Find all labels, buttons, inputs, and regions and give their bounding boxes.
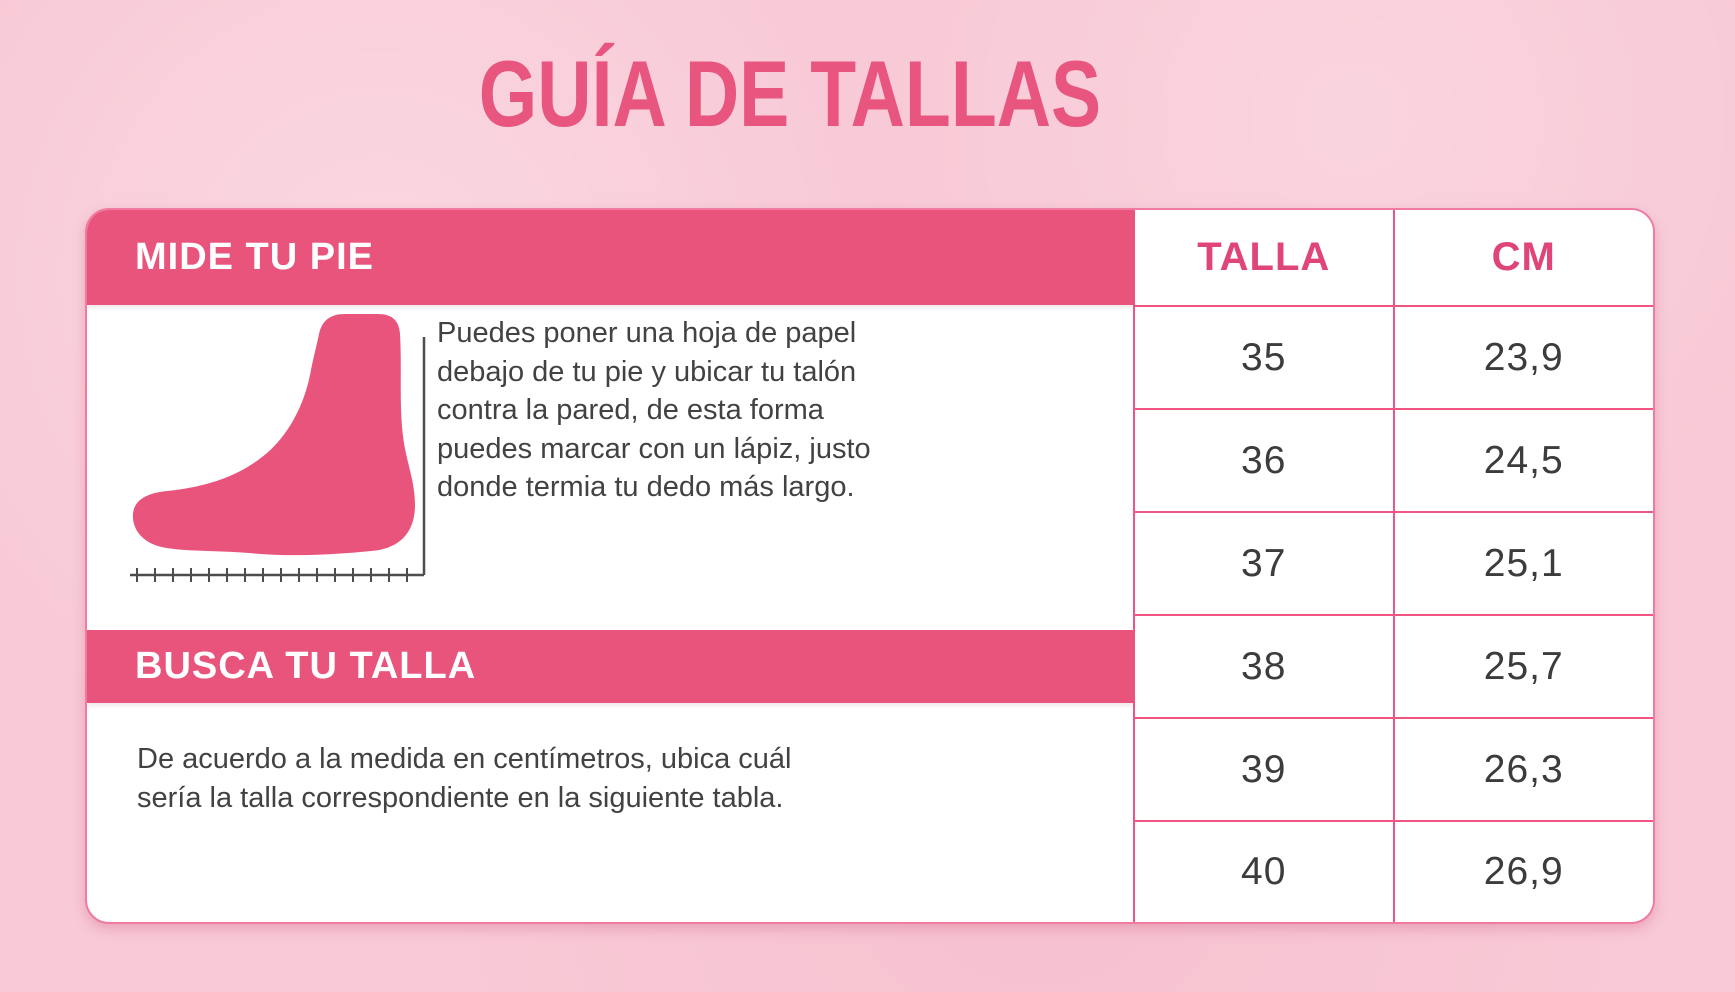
size-cell-cm: 25,7 bbox=[1394, 615, 1654, 718]
size-row bbox=[1134, 718, 1653, 821]
measure-instructions-line: debajo de tu pie y ubicar tu talón bbox=[437, 355, 857, 388]
size-cell-talla: 35 bbox=[1134, 306, 1394, 409]
size-table bbox=[1133, 210, 1653, 922]
foot-silhouette-icon bbox=[133, 314, 415, 555]
size-row bbox=[1134, 615, 1653, 718]
column-header-cm: CM bbox=[1394, 210, 1654, 306]
foot-ruler-illustration bbox=[127, 304, 432, 586]
size-cell-talla: 36 bbox=[1134, 409, 1394, 512]
measure-section-heading: MIDE TU PIE bbox=[135, 236, 375, 278]
measure-instructions-line: donde termia tu dedo más largo. bbox=[437, 471, 855, 503]
size-row bbox=[1134, 409, 1653, 512]
page-title: GUÍA DE TALLAS bbox=[478, 41, 1102, 146]
find-section-header bbox=[87, 630, 1133, 703]
find-instructions-line: De acuerdo a la medida en centímetros, ubica cuál bbox=[137, 743, 792, 775]
size-cell-cm: 25,1 bbox=[1394, 512, 1654, 615]
size-table-body bbox=[1134, 306, 1653, 922]
measure-instructions bbox=[437, 314, 1087, 507]
find-section-heading: BUSCA TU TALLA bbox=[135, 645, 477, 687]
size-cell-cm: 26,3 bbox=[1394, 718, 1654, 821]
size-cell-cm: 26,9 bbox=[1394, 821, 1654, 922]
size-cell-talla: 38 bbox=[1134, 615, 1394, 718]
measure-instructions-line: puedes marcar con un lápiz, justo bbox=[437, 432, 871, 465]
size-row bbox=[1134, 821, 1653, 922]
size-cell-cm: 23,9 bbox=[1394, 306, 1654, 409]
size-row bbox=[1134, 512, 1653, 615]
measure-instructions-line: contra la pared, de esta forma bbox=[437, 394, 824, 426]
size-cell-cm: 24,5 bbox=[1394, 409, 1654, 512]
size-cell-talla: 40 bbox=[1134, 821, 1394, 922]
find-instructions bbox=[137, 740, 1097, 817]
size-cell-talla: 37 bbox=[1134, 512, 1394, 615]
size-cell-talla: 39 bbox=[1134, 718, 1394, 821]
instructions-pane bbox=[87, 210, 1133, 922]
size-row bbox=[1134, 306, 1653, 409]
measure-instructions-line: Puedes poner una hoja de papel bbox=[437, 317, 857, 349]
size-table-header bbox=[1134, 210, 1653, 306]
find-instructions-line: sería la talla correspondiente en la siguiente tabla. bbox=[137, 781, 784, 814]
size-table-header-row bbox=[1134, 210, 1653, 306]
column-header-talla: TALLA bbox=[1134, 210, 1394, 306]
size-guide-card bbox=[85, 208, 1655, 924]
measure-section-header bbox=[87, 210, 1133, 305]
